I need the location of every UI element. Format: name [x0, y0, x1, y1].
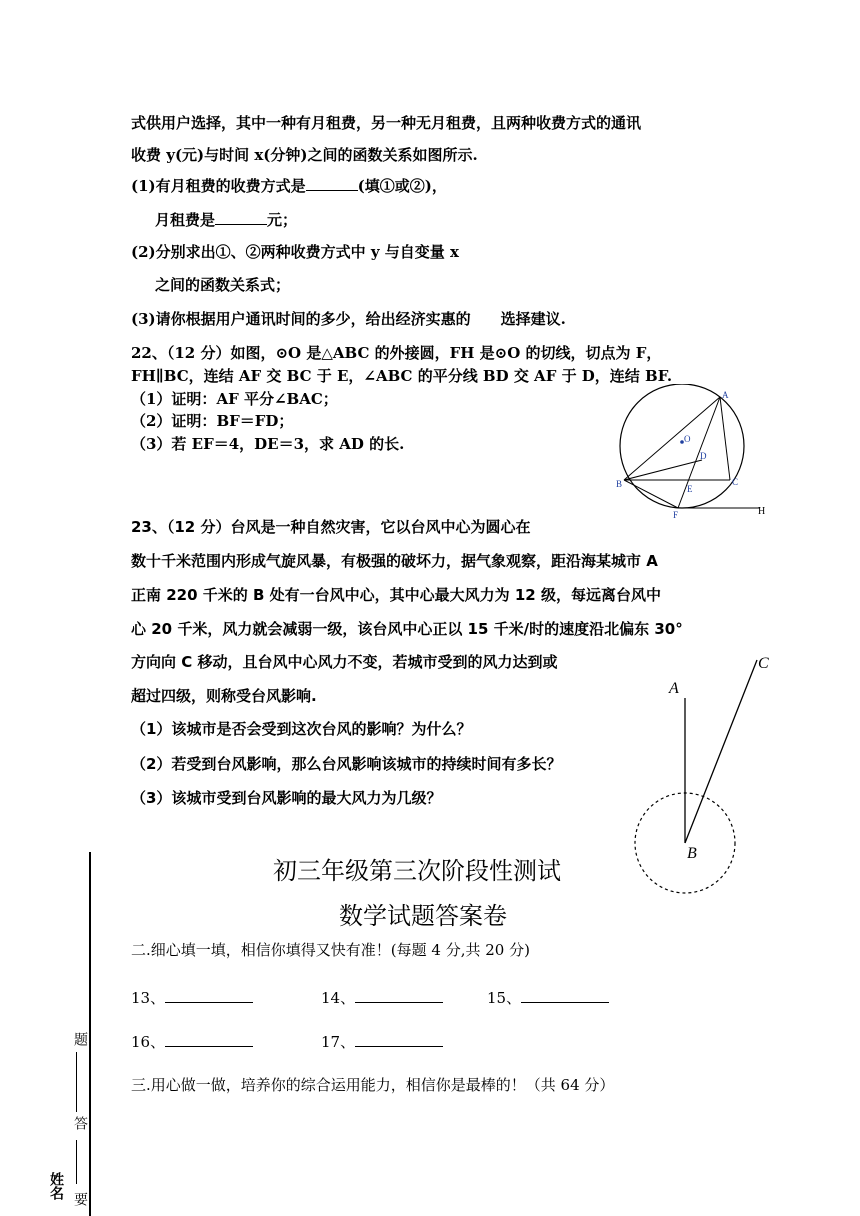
q23-line-4: 心 20 千米，风力就会减弱一级，该台风中心正以 15 千米/时的速度沿北偏东 30°	[131, 620, 683, 638]
q23-line-6: 超过四级，则称受台风影响.	[131, 687, 317, 705]
q23-line-5: 方向向 C 移动，且台风中心风力不变，若城市受到的风力达到或	[131, 653, 558, 671]
q22-part-2: （2）证明：BF＝FD；	[131, 412, 294, 430]
answer-17-label: 17、	[321, 1033, 356, 1051]
margin-rule-1	[76, 1052, 77, 1112]
answer-14-label: 14、	[321, 989, 356, 1007]
label-a: A	[669, 680, 679, 697]
q21-line-1: 式供用户选择，其中一种有月租费，另一种无月租费，且两种收费方式的通讯	[131, 114, 642, 132]
label-c: C	[732, 477, 739, 487]
q22-line-2: FH∥BC，连结 AF 交 BC 于 E，∠ABC 的平分线 BD 交 AF 于 D，连结 BF.	[131, 367, 673, 385]
margin-char-ti: 题	[72, 1032, 88, 1046]
answer-14	[321, 987, 443, 1008]
margin-char-yao: 要	[72, 1192, 88, 1206]
q23-typhoon-figure	[630, 650, 780, 900]
answer-subtitle: 数学试题答案卷	[339, 902, 507, 930]
q21-part-3: (3)请你根据用户通讯时间的多少，给出经济实惠的 选择建议.	[131, 310, 566, 328]
label-b: B	[687, 845, 697, 862]
q21-part-1-hint: (填①或②)，	[357, 177, 447, 195]
margin-rule-2	[76, 1140, 77, 1184]
q23-part-3: （3）该城市受到台风影响的最大风力为几级？	[131, 789, 442, 807]
answer-16	[131, 1031, 253, 1052]
q22-circle-figure	[610, 384, 775, 522]
section-3-heading: 三.用心做一做，培养你的综合运用能力，相信你是最棒的！（共 64 分）	[131, 1076, 615, 1094]
answer-title: 初三年级第三次阶段性测试	[273, 857, 561, 885]
q21-part-2: (2)分别求出①、②两种收费方式中 y 与自变量 x	[131, 243, 459, 261]
q21-blank-1[interactable]	[306, 175, 358, 191]
q21-line-2: 收费 y(元)与时间 x(分钟)之间的函数关系如图所示.	[131, 146, 478, 164]
label-f: F	[673, 510, 679, 520]
q21-blank-2[interactable]	[215, 209, 267, 225]
answer-13-label: 13、	[131, 989, 166, 1007]
label-a: A	[722, 390, 729, 400]
q22-part-3: （3）若 EF＝4，DE＝3，求 AD 的长.	[131, 435, 405, 453]
path-bc	[685, 660, 757, 843]
name-label: 姓名	[48, 1172, 64, 1200]
answer-13	[131, 987, 253, 1008]
q21-part-2-cont: 之间的函数关系式；	[155, 276, 291, 294]
q23-part-2: （2）若受到台风影响，那么台风影响该城市的持续时间有多长？	[131, 755, 562, 773]
q21-rent-unit: 元；	[267, 211, 298, 229]
segment-ac	[720, 397, 730, 480]
answer-13-blank[interactable]	[165, 987, 253, 1003]
answer-16-blank[interactable]	[165, 1031, 253, 1047]
label-b: B	[616, 479, 623, 489]
answer-17-blank[interactable]	[355, 1031, 443, 1047]
q22-part-1: （1）证明：AF 平分∠BAC；	[131, 390, 338, 408]
q23-line-1: 23、（12 分）台风是一种自然灾害，它以台风中心为圆心在	[131, 518, 531, 536]
label-h: H	[758, 506, 766, 517]
q23-part-1: （1）该城市是否会受到这次台风的影响？为什么？	[131, 720, 472, 738]
answer-15	[487, 987, 609, 1008]
q23-line-2: 数十千米范围内形成气旋风暴，有极强的破坏力，据气象观察，距沿海某城市 A	[131, 552, 658, 570]
answer-15-blank[interactable]	[521, 987, 609, 1003]
label-e: E	[687, 484, 693, 494]
q21-rent-text: 月租费是	[155, 211, 216, 229]
segment-bf	[624, 480, 678, 508]
q23-line-3: 正南 220 千米的 B 处有一台风中心，其中心最大风力为 12 级，每远离台风中	[131, 586, 661, 604]
label-o: O	[684, 434, 691, 444]
q21-part-1-rent	[155, 209, 297, 230]
margin-char-da: 答	[72, 1116, 88, 1130]
label-c: C	[758, 655, 769, 672]
answer-15-label: 15、	[487, 989, 522, 1007]
q21-part-1-text: (1)有月租费的收费方式是	[131, 177, 306, 195]
section-2-heading: 二.细心填一填，相信你填得又快有准！(每题 4 分,共 20 分)	[131, 941, 530, 959]
label-d: D	[700, 451, 707, 461]
answer-16-label: 16、	[131, 1033, 166, 1051]
q22-line-1: 22、（12 分）如图，⊙O 是△ABC 的外接圆，FH 是⊙O 的切线，切点为 F，	[131, 344, 662, 362]
answer-14-blank[interactable]	[355, 987, 443, 1003]
answer-17	[321, 1031, 443, 1052]
segment-af	[678, 397, 720, 508]
q21-part-1	[131, 175, 447, 196]
